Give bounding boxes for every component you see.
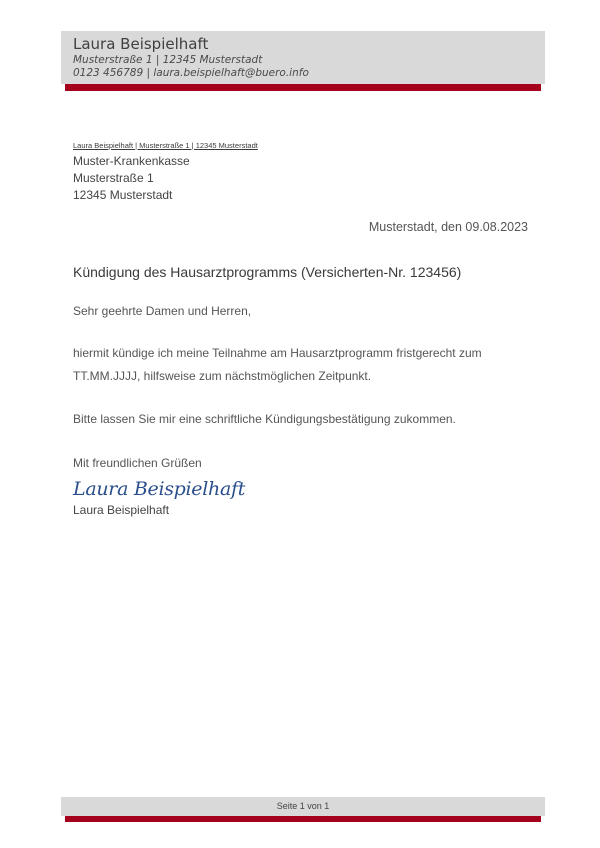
recipient-name: Muster-Krankenkasse: [73, 154, 190, 168]
salutation: Sehr geehrte Damen und Herren,: [73, 304, 252, 318]
sender-return-line: Laura Beispielhaft | Musterstraße 1 | 12345 Musterstadt: [73, 141, 258, 150]
body-line-3: Bitte lassen Sie mir eine schriftliche Kündigungsbestätigung zukommen.: [73, 412, 456, 426]
letterhead-address: Musterstraße 1 | 12345 Musterstadt: [73, 54, 263, 66]
letterhead-name: Laura Beispielhaft: [73, 35, 209, 53]
letterhead: [61, 31, 545, 84]
letterhead-accent-rule: [65, 84, 541, 91]
recipient-city: 12345 Musterstadt: [73, 188, 173, 202]
footer-accent-rule: [65, 816, 541, 822]
letter-date: Musterstadt, den 09.08.2023: [368, 220, 528, 234]
page-number: Seite 1 von 1: [276, 801, 330, 811]
body-line-1: hiermit kündige ich meine Teilnahme am Hausarztprogramm fristgerecht zum: [73, 346, 482, 360]
letter-subject: Kündigung des Hausarztprogramms (Versicherten-Nr. 123456): [73, 264, 462, 280]
page-footer: [61, 797, 545, 816]
body-line-2: TT.MM.JJJJ, hilfsweise zum nächstmöglichen Zeitpunkt.: [73, 369, 372, 383]
letterhead-contact: 0123 456789 | laura.beispielhaft@buero.info: [73, 67, 309, 79]
handwritten-signature: Laura Beispielhaft: [73, 478, 246, 500]
recipient-street: Musterstraße 1: [73, 171, 154, 185]
signer-name: Laura Beispielhaft: [73, 503, 170, 517]
recipient-address: [73, 153, 190, 204]
closing: Mit freundlichen Grüßen: [73, 456, 202, 470]
